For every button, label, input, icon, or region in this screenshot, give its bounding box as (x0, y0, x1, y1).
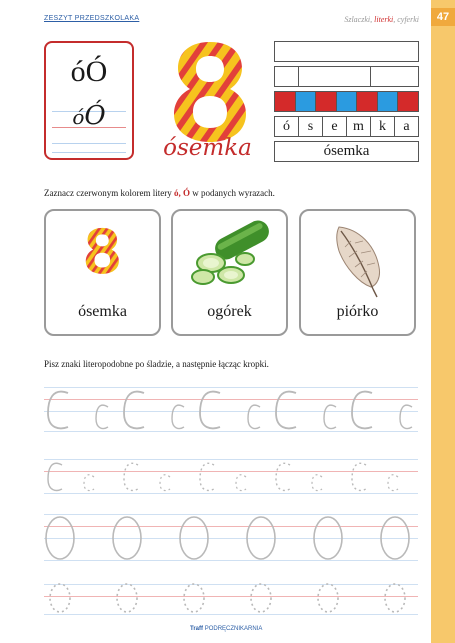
trace-shape (200, 463, 214, 490)
letters-row (274, 116, 419, 137)
script-letters (46, 101, 132, 131)
brand: Traff (190, 626, 204, 632)
trace-shape (180, 517, 208, 559)
grid-letter: a (403, 119, 410, 134)
grid-letter: e (323, 117, 347, 136)
brand-label: PODRĘCZNIKARNIA (204, 626, 263, 632)
trace-shape (352, 463, 366, 490)
grid-letter: m (347, 117, 371, 136)
letter-card (44, 41, 134, 160)
trace-shape (160, 475, 170, 491)
script-lower: ó (72, 105, 85, 129)
scheme-square (316, 92, 337, 111)
eight-icon (168, 40, 252, 144)
topics-header (344, 15, 419, 24)
print-letters (46, 55, 132, 89)
topic-2: literki (374, 15, 394, 24)
trace-shape (200, 392, 220, 429)
side-strip (431, 0, 455, 643)
publisher-footer (190, 626, 262, 632)
grid-letter: s (299, 117, 323, 136)
picture-card-piorko (299, 209, 416, 336)
grid-letter: ó (275, 117, 299, 136)
series-title: ZESZYT PRZEDSZKOLAKA (44, 15, 140, 22)
trace-shape (124, 463, 138, 490)
sound-scheme-row (274, 91, 419, 112)
blank-row (274, 41, 419, 62)
print-upper: Ó (85, 55, 108, 88)
trace-shape (117, 584, 137, 612)
trace-row-c-dotted (44, 455, 418, 495)
topic-3: , cyferki (393, 15, 419, 24)
task2-instruction: Pisz znaki literopodobne po śladzie, a następnie łącząc kropki. (44, 359, 269, 369)
syllable-row (274, 66, 419, 87)
scheme-square (296, 92, 317, 111)
trace-shape (172, 405, 184, 428)
task1-instruction: Zaznacz czerwonym kolorem litery ó, Ó w podanych wyrazach. (44, 188, 275, 198)
trace-shape (84, 475, 94, 491)
trace-o-shapes (44, 512, 418, 562)
trace-shape (385, 584, 405, 612)
page-number: 47 (431, 8, 455, 26)
trace-shape (388, 475, 398, 491)
trace-o-dotted (44, 580, 418, 616)
trace-row-o-dotted (44, 580, 418, 616)
trace-shape (318, 584, 338, 612)
trace-shape (312, 475, 322, 491)
trace-shape (124, 392, 144, 429)
word-row: ósemka (274, 141, 419, 162)
picture-word: ósemka (78, 303, 127, 320)
trace-shape (314, 517, 342, 559)
trace-row-o (44, 512, 418, 562)
trace-shape (184, 584, 204, 612)
trace-shape (113, 517, 141, 559)
trace-shape (276, 392, 296, 429)
picture-card-osemka (44, 209, 161, 336)
trace-shape (381, 517, 409, 559)
picture-word: ogórek (207, 303, 252, 320)
trace-row-c (44, 385, 418, 435)
trace-shape (48, 392, 68, 429)
scheme-square (398, 92, 418, 111)
trace-c-shapes (44, 385, 418, 435)
trace-shape (276, 463, 290, 490)
task1-letters: ó, Ó (173, 188, 190, 198)
trace-c-dotted (44, 455, 418, 495)
trace-shape (50, 584, 70, 612)
trace-shape (352, 392, 372, 429)
cucumber-icon (173, 211, 286, 301)
trace-shape (48, 463, 62, 490)
grid-letter: k (371, 117, 395, 136)
eight-icon (46, 211, 159, 301)
scheme-square (378, 92, 399, 111)
hero-word: ósemka (163, 135, 252, 161)
script-upper: Ó (84, 101, 106, 131)
picture-card-ogorek (171, 209, 288, 336)
trace-shape (247, 517, 275, 559)
trace-shape (251, 584, 271, 612)
scheme-square (275, 92, 296, 111)
scheme-square (357, 92, 378, 111)
trace-shape (248, 405, 260, 428)
picture-word: piórko (336, 303, 379, 320)
feather-icon (301, 211, 414, 301)
topic-1: Szlaczki, (344, 15, 373, 24)
trace-shape (46, 517, 74, 559)
scheme-square (337, 92, 358, 111)
trace-shape (324, 405, 336, 428)
print-lower: ó (70, 55, 86, 88)
trace-shape (400, 405, 412, 428)
trace-shape (96, 405, 108, 428)
trace-shape (236, 475, 246, 491)
